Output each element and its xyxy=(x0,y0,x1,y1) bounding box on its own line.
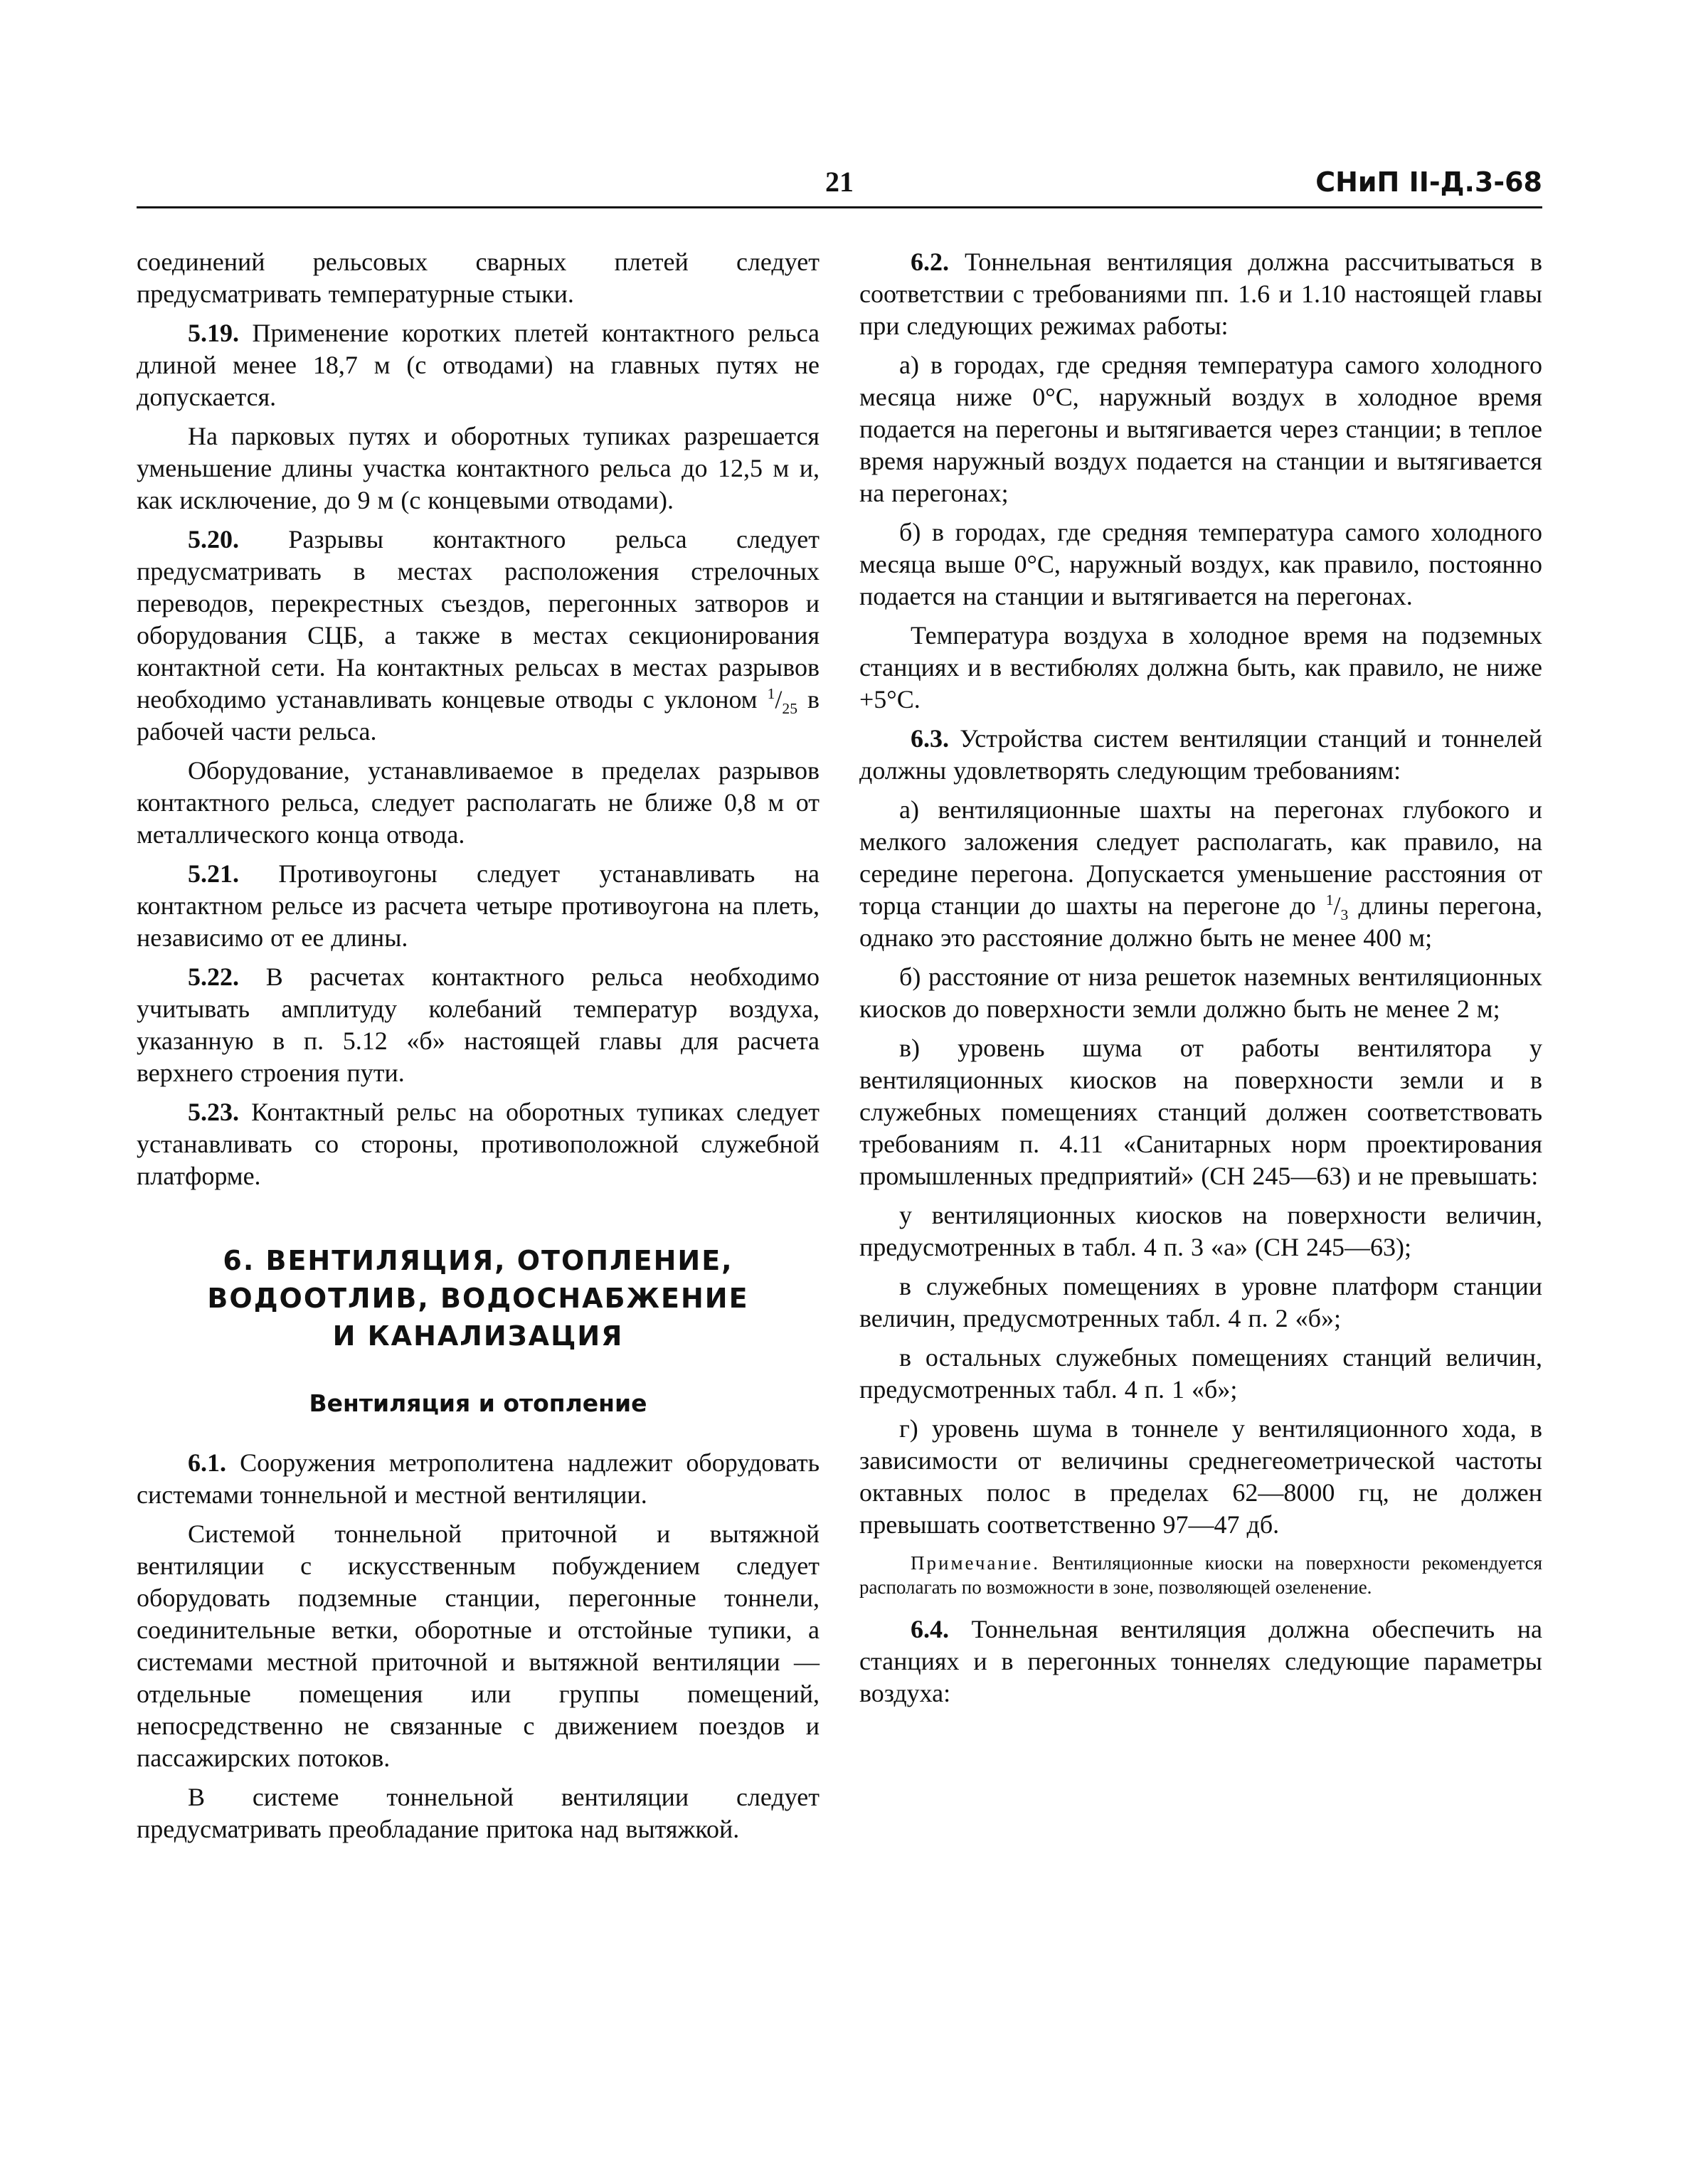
fraction-denominator: 3 xyxy=(1340,906,1349,924)
note-text: Вентиляционные киоски на поверхности рекомендуется располагать по возможности в зоне, позволяющей озеленение. xyxy=(859,1552,1542,1598)
sub-item-platform-rooms: в служебных помещениях в уровне платформ станции величин, предусмотренных табл. 4 п. 2 «б»; xyxy=(859,1272,1542,1332)
clause-number: 6.2. xyxy=(911,248,949,276)
list-item-a: а) в городах, где средняя температура самого холодного месяца ниже 0°С, наружный воздух в холодное время подается на перегоны и вытягивается через станции; в теплое время наружный воздух подается на станции и вытягивается на перегонах; xyxy=(859,351,1542,507)
clause-text-end: в рабочей части рельса. xyxy=(137,685,820,746)
clause-number: 5.19. xyxy=(188,319,239,347)
list-item-b: б) расстояние от низа решеток наземных вентиляционных киосков до поверхности земли должно быть не менее 2 м; xyxy=(859,963,1542,1023)
fraction-numerator: 1 xyxy=(767,685,775,702)
sub-item-kiosks: у вентиляционных киосков на поверхности величин, предусмотренных в табл. 4 п. 3 «а» (СН 245—63); xyxy=(859,1201,1542,1261)
section-heading-line: 6. ВЕНТИЛЯЦИЯ, ОТОПЛЕНИЕ, xyxy=(223,1245,733,1276)
section-heading xyxy=(137,1242,820,1355)
clause-number: 6.3. xyxy=(911,724,949,753)
paragraph-park-tracks: На парковых путях и оборотных тупиках разрешается уменьшение длины участка контактного рельса до 12,5 м и, как исключение, до 9 м (с концевыми отводами). xyxy=(137,422,820,514)
clause-6-1 xyxy=(137,1447,820,1511)
fraction-denominator: 25 xyxy=(782,700,797,718)
section-heading-line: И КАНАЛИЗАЦИЯ xyxy=(332,1320,624,1352)
clause-text: Сооружения метрополитена надлежит оборудовать системами тоннельной и местной вентиляции. xyxy=(137,1448,820,1509)
note xyxy=(859,1551,1542,1599)
list-item-text-end: длины перегона, однако это расстояние должно быть не менее 400 м; xyxy=(859,891,1542,952)
clause-text: Разрывы контактного рельса следует предусматривать в местах расположения стрелочных переводов, перекрестных съездов, перегонных затворов и оборудования СЦБ, а также в местах секционирования контактной сети. На контактных рельсах в местах разрывов необходимо устанавливать концевые отводы с уклоном xyxy=(137,525,820,714)
clause-number: 5.21. xyxy=(188,859,239,888)
paragraph-ventilation-systems: Системой тоннельной приточной и вытяжной вентиляции с искусственным побуждением следует оборудовать подземные станции, перегонные тоннели, соединительные ветки, оборотные и отстойные тупики, а системами местной приточной и вытяжной вентиляции — отдельные помещения или группы помещений, непосредственно не связанные с движением поездов и пассажирских потоков. xyxy=(137,1520,820,1772)
list-item-text: а) вентиляционные шахты на перегонах глубокого и мелкого заложения следует располагать, как правило, на середине перегона. Допускается уменьшение расстояния от торца станции до шахты на перегоне до xyxy=(859,795,1542,920)
left-column xyxy=(137,246,820,1845)
fraction-numerator: 1 xyxy=(1325,891,1334,908)
clause-text: Применение коротких плетей контактного рельса длиной менее 18,7 м (с отводами) на главных путях не допускается. xyxy=(137,319,820,411)
section-heading-line: ВОДООТЛИВ, ВОДОСНАБЖЕНИЕ xyxy=(207,1283,749,1314)
clause-number: 5.20. xyxy=(188,525,239,553)
clause-text: Устройства систем вентиляции станций и тоннелей должны удовлетворять следующим требованиям: xyxy=(859,724,1542,785)
clause-5-22 xyxy=(137,961,820,1089)
note-label: Примечание. xyxy=(911,1552,1041,1574)
list-item-a: а) вентиляционные шахты на перегонах глубокого и мелкого заложения следует располагать, как правило, на середине перегона. Допускается уменьшение расстояния от торца станции до шахты на перегоне до $^1/_3$ длины перегона, однако это расстояние должно быть не менее 400 м; xyxy=(859,795,1542,952)
clause-6-2 xyxy=(859,246,1542,342)
clause-text: Тоннельная вентиляция должна обеспечить на станциях и в перегонных тоннелях следующие параметры воздуха: xyxy=(859,1615,1542,1707)
paragraph-inflow-balance: В системе тоннельной вентиляции следует предусматривать преобладание притока над вытяжкой. xyxy=(137,1783,820,1843)
clause-5-21 xyxy=(137,858,820,954)
clause-text: Противоугоны следует устанавливать на контактном рельсе из расчета четыре противоугона на плеть, независимо от ее длины. xyxy=(137,859,820,952)
clause-5-19 xyxy=(137,317,820,413)
clause-text: В расчетах контактного рельса необходимо учитывать амплитуду колебаний температур воздуха, указанную в п. 5.12 «б» настоящей главы для расчета верхнего строения пути. xyxy=(137,963,820,1087)
list-item-v: в) уровень шума от работы вентилятора у вентиляционных киосков на поверхности земли и в служебных помещениях станций должен соответствовать требованиям п. 4.11 «Санитарных норм проектирования промышленных предприятий» (СН 245—63) и не превышать: xyxy=(859,1034,1542,1190)
clause-text: Тоннельная вентиляция должна рассчитываться в соответствии с требованиями пп. 1.6 и 1.10 настоящей главы при следующих режимах работы: xyxy=(859,248,1542,340)
clause-5-20: 5.20. Разрывы контактного рельса следует предусматривать в местах расположения стрелочных переводов, перекрестных съездов, перегонных затворов и оборудования СЦБ, а также в местах секционирования контактной сети. На контактных рельсах в местах разрывов необходимо устанавливать концевые отводы с уклоном $^1/_{25}$ в рабочей части рельса. xyxy=(137,525,820,746)
list-item-g: г) уровень шума в тоннеле у вентиляционного хода, в зависимости от величины среднегеометрической частоты октавных полос в пределах 62—8000 гц, не должен превышать соответственно 97—47 дб. xyxy=(859,1414,1542,1539)
clause-text: Контактный рельс на оборотных тупиках следует устанавливать со стороны, противоположной служебной платформе. xyxy=(137,1098,820,1190)
document-code: СНиП II-Д.3-68 xyxy=(1315,166,1542,198)
paragraph-continuation: соединений рельсовых сварных плетей следует предусматривать температурные стыки. xyxy=(137,248,820,308)
clause-number: 5.22. xyxy=(188,963,239,991)
clause-5-23 xyxy=(137,1096,820,1192)
clause-number: 6.1. xyxy=(188,1448,226,1477)
page-header xyxy=(137,164,1542,208)
paragraph-temperature: Температура воздуха в холодное время на подземных станциях и в вестибюлях должна быть, как правило, не ниже +5°С. xyxy=(859,621,1542,714)
clause-6-4 xyxy=(859,1613,1542,1709)
page-number: 21 xyxy=(825,166,854,198)
clause-number: 6.4. xyxy=(911,1615,949,1643)
clause-6-3 xyxy=(859,723,1542,787)
right-column xyxy=(859,246,1542,1709)
subsection-heading: Вентиляция и отопление xyxy=(309,1389,647,1417)
sub-item-other-rooms: в остальных служебных помещениях станций величин, предусмотренных табл. 4 п. 1 «б»; xyxy=(859,1343,1542,1404)
paragraph-equipment: Оборудование, устанавливаемое в пределах разрывов контактного рельса, следует располагать не ближе 0,8 м от металлического конца отвода. xyxy=(137,756,820,849)
clause-number: 5.23. xyxy=(188,1098,239,1126)
list-item-b: б) в городах, где средняя температура самого холодного месяца выше 0°С, наружный воздух, как правило, постоянно подается на станции и вытягивается на перегонах. xyxy=(859,518,1542,610)
